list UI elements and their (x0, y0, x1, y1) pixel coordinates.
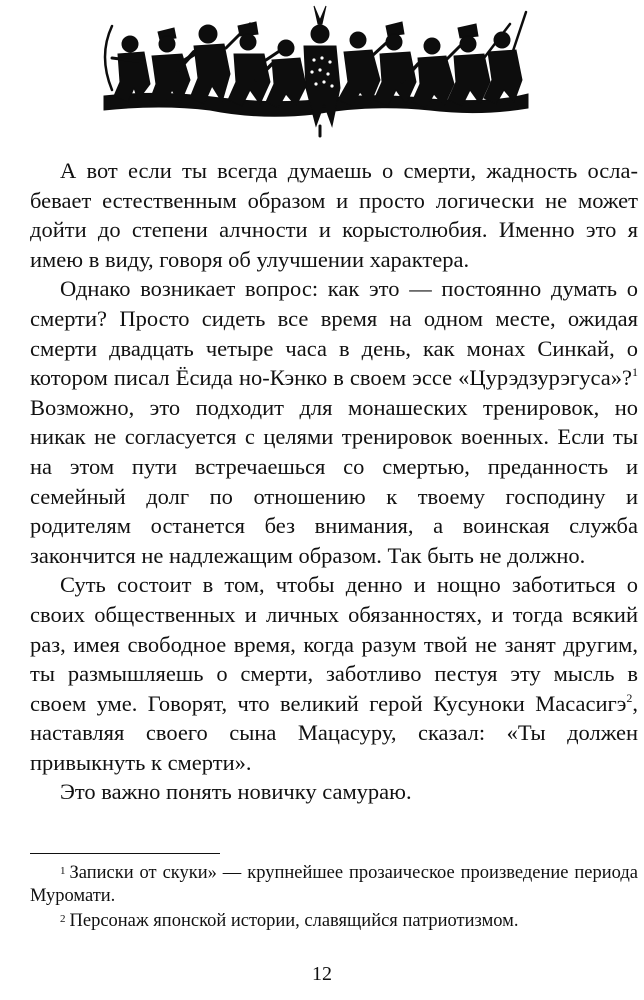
footnote-divider (30, 853, 220, 854)
main-text (30, 156, 638, 807)
paragraph (30, 274, 638, 570)
footnote (30, 908, 638, 933)
footnote-mark: 2 (60, 913, 66, 925)
paragraph-text: Возможно, это подходит для монашеских тренировок, но никак не согласуется с целями тренировок военных. Если ты на этом пути встречаешься со смертью, преданность и семейный долг по отношению к твоему господину и родителям останется без внимания, а воинская служба закончится не надлежащим образом. Так быть не должно. (30, 394, 638, 568)
footnote-mark: 1 (60, 865, 66, 877)
paragraph-text: Однако возникает вопрос: как это — постоянно думать о смерти? Просто сидеть все время на одном месте, ожидая смерти двадцать четыре часа в день, как монах Синкай, о котором писал Ёсида но-Кэнко в своем эссе «Цурэдзурэгуса»? (30, 276, 638, 391)
footnote-text: Персонаж японской истории, славящийся патриотизмом. (69, 911, 519, 931)
paragraph (30, 570, 638, 777)
paragraph: Это важно понять новичку самураю. (60, 779, 412, 805)
footnote-ref: 2 (626, 690, 633, 705)
footnote (30, 860, 638, 908)
paragraph: А вот если ты всегда думаешь о смерти, жадность ослабевает естественным образом и просто логически не может дойти до степени алчности и корыстолюбия. Именно это я имею в виду, говоря об улучшении характера. (30, 158, 638, 272)
footnote-ref: 1 (632, 365, 638, 380)
footnotes (30, 860, 638, 933)
paragraph-text: Суть состоит в том, чтобы денно и нощно заботиться о своих общественных и личных обязанностях, и тогда всякий раз, имея свободное время, когда разум твой не занят другим, ты размышляешь о смерти, заботливо пестуя эту мысль в своем уме. Говорят, что великий герой Кусуноки Масасигэ (30, 572, 638, 716)
paragraph-text: , наставляя своего сына Мацасуру, сказал: «Ты должен привыкнуть к смерти». (30, 690, 638, 775)
page-number: 12 (312, 963, 332, 985)
samurai-warriors-illustration (100, 4, 530, 138)
footnote-text: Записки от скуки» — крупнейшее прозаическое произведение периода Муромати. (30, 863, 638, 906)
